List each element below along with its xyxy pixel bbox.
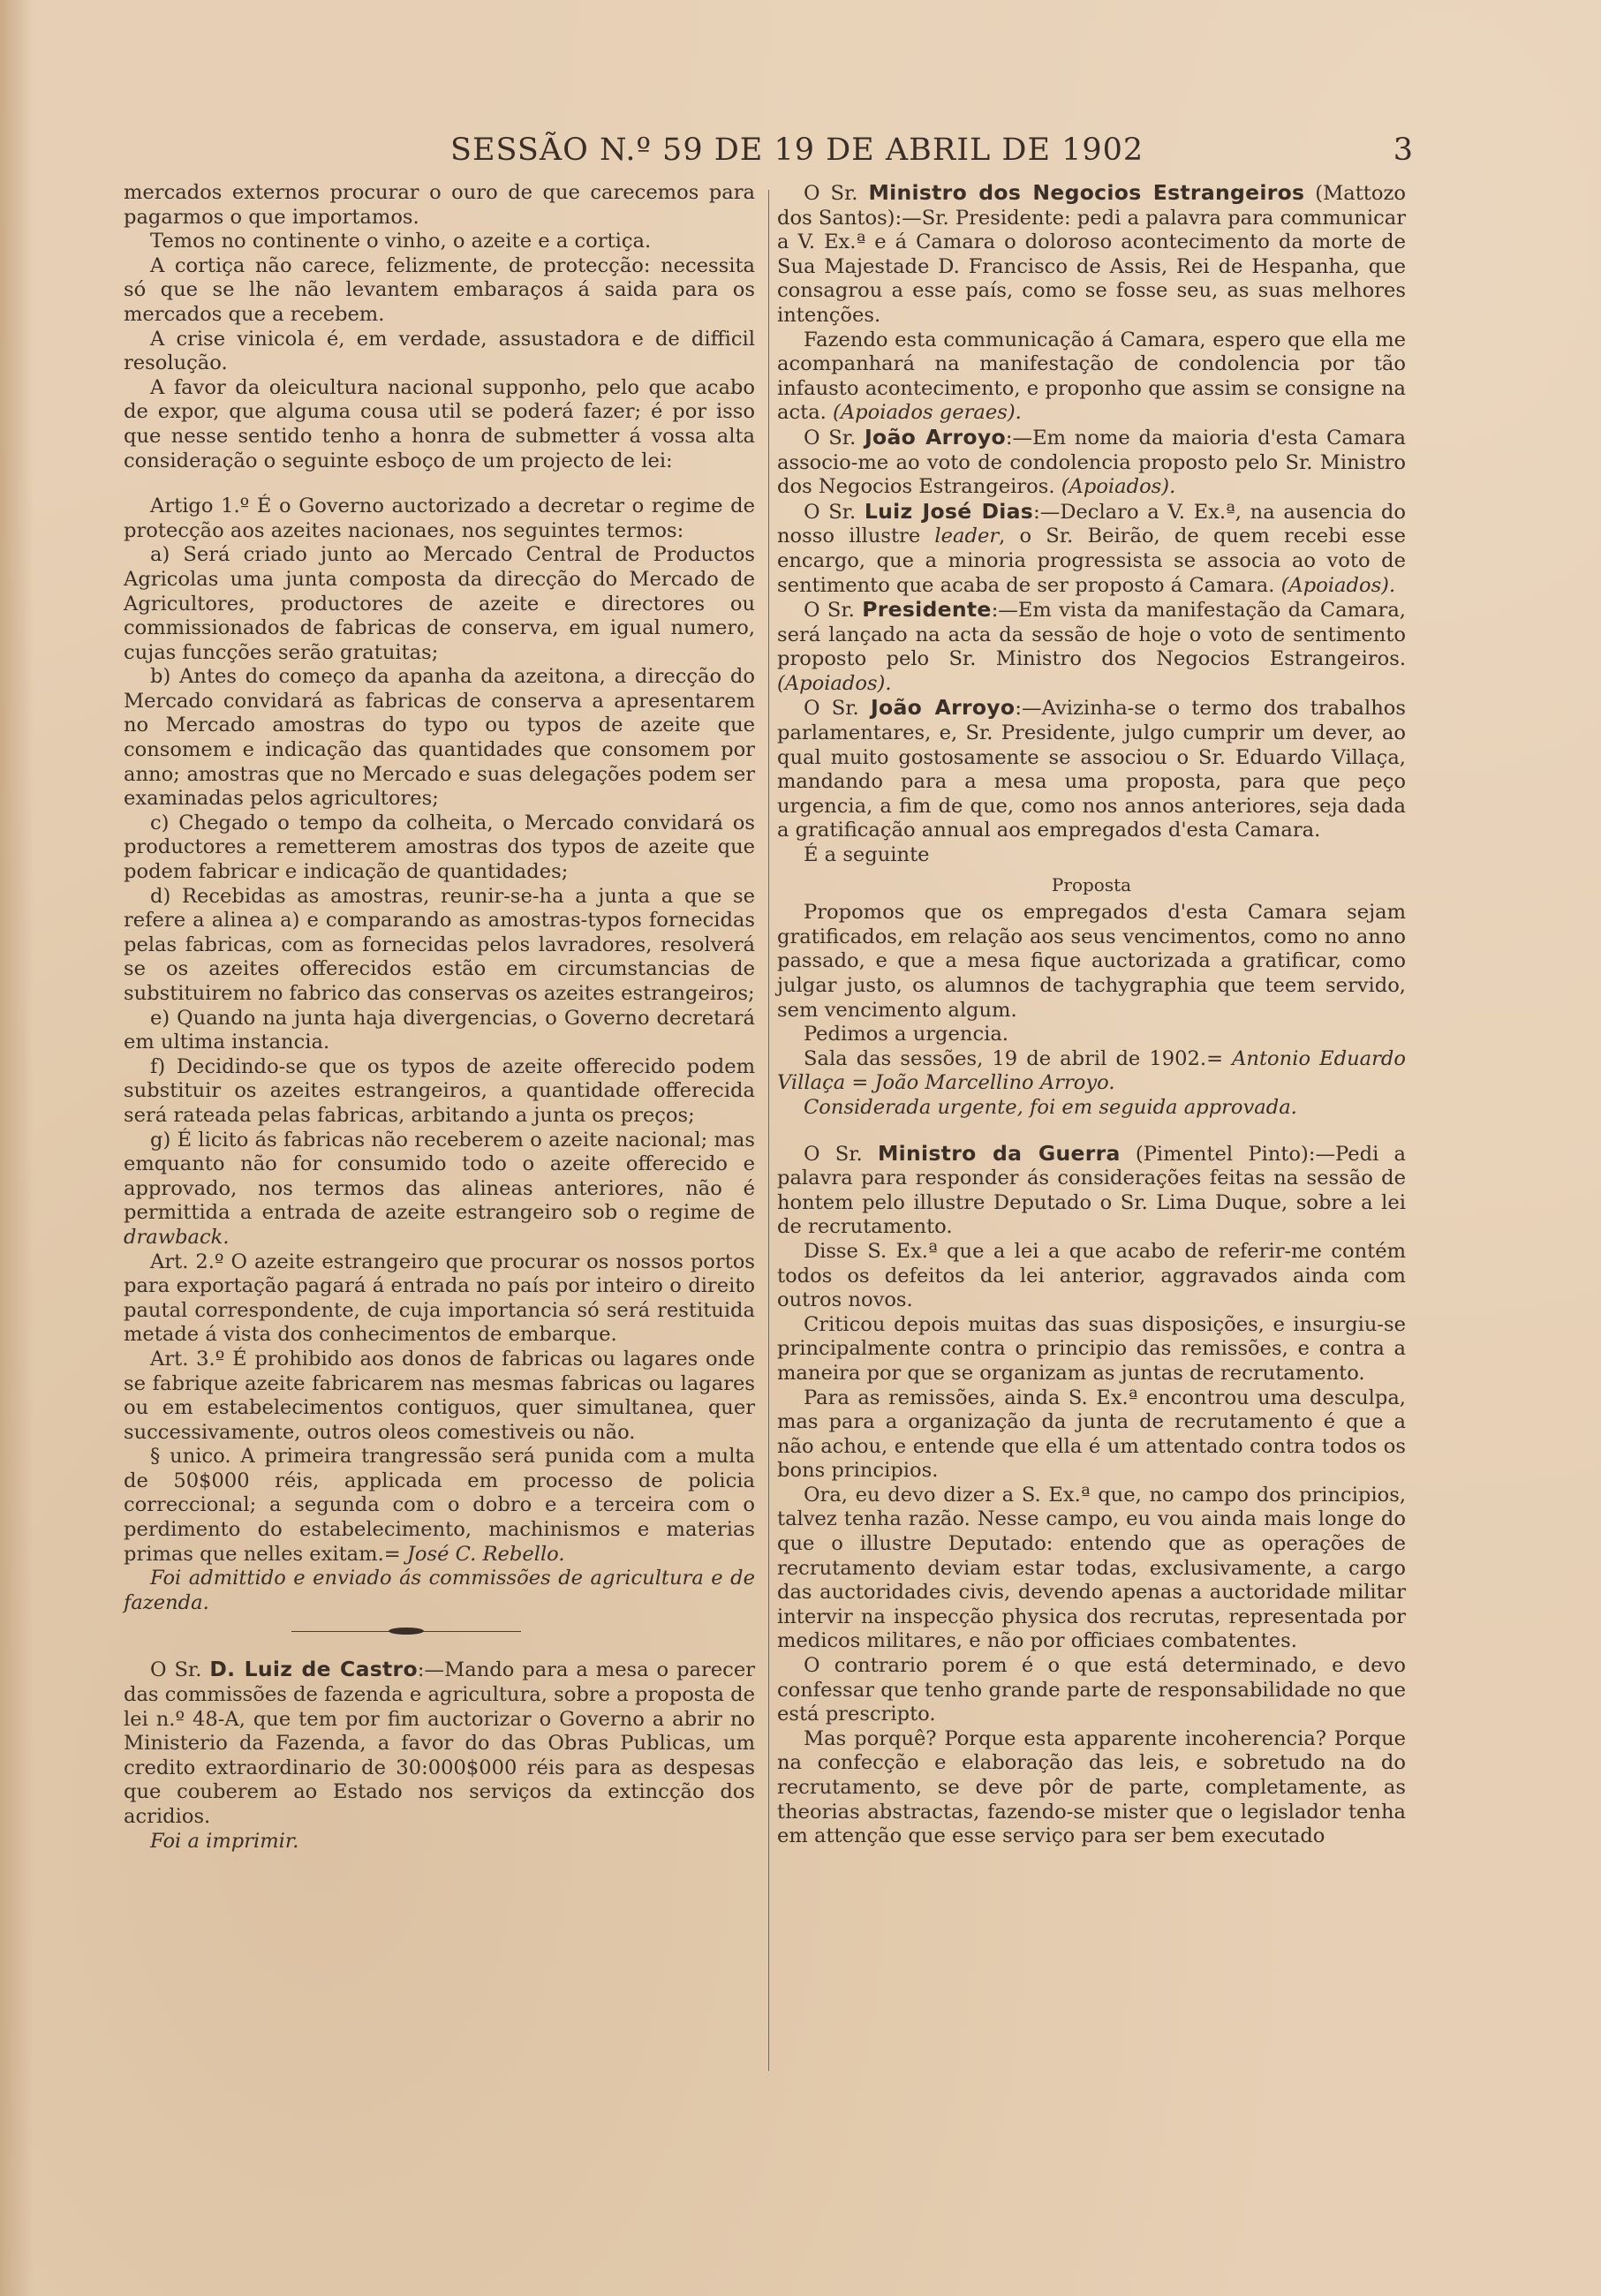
proposta-heading: Proposta bbox=[1051, 873, 1132, 895]
paragraph: O contrario porem é o que está determinado, e devo confessar que tenho grande parte de responsabilidade no que está prescripto. bbox=[777, 1654, 1406, 1726]
alinea-c: c) Chegado o tempo da colheita, o Mercado convidará os productores a remetterem amostras dos typos de azeite que podem fabricar e indicação de quantidades; bbox=[124, 811, 755, 884]
page-number: 3 bbox=[1393, 132, 1413, 168]
proposta-text: Propomos que os empregados d'esta Camara sejam gratificados, em relação aos seus vencimentos, como no anno passado, e que a mesa fique auctorizada a gratificar, como julgar justo, os alumnos de tachygraphia que teem servido, sem vencimento algum. bbox=[777, 901, 1406, 1022]
speech-text: :—Declaro a V. Ex.ª, na ausencia do nosso illustre bbox=[777, 500, 1406, 548]
reaction: (Apoiados geraes). bbox=[833, 401, 1022, 425]
speaker-name: Ministro dos Negocios Estrangeiros bbox=[868, 180, 1305, 205]
speaker-prefix: O Sr. bbox=[804, 697, 871, 721]
paragraph: Temos no continente o vinho, o azeite e a cortiça. bbox=[150, 230, 652, 253]
speaker-prefix: O Sr. bbox=[804, 599, 863, 623]
alinea-b: b) Antes do começo da apanha da azeitona, a direcção do Mercado convidará as fabricas de conserva a apresentarem no Mercado amostras do typo ou typos de azeite que consomem e indicação das quantidades que consomem por anno; amostras que no Mercado e suas delegações podem ser examinadas pelos agricultores; bbox=[124, 665, 755, 811]
resolution-note: Considerada urgente, foi em seguida approvada. bbox=[804, 1095, 1297, 1119]
left-column bbox=[124, 181, 755, 1854]
speech-text: :—Mando para a mesa o parecer das commissões de fazenda e agricultura, sobre a proposta de lei n.º 48-A, que tem por fim auctorizar o Governo a abrir no Ministerio da Fazenda, a favor do das Obras Publicas, um credito extraordinario de 30:000$000 réis para as despesas que couberem ao Estado nos serviços da extincção dos acridios. bbox=[124, 1658, 755, 1828]
speaker-name: Presidente bbox=[862, 597, 992, 623]
speech-text: , o Sr. Beirão, de quem recebi esse encargo, que a minoria progressista se associa ao voto de sentimento que acaba de ser proposto á Camara. bbox=[777, 525, 1406, 597]
article-3: Art. 3.º É prohibido aos donos de fabricas ou lagares onde se fabrique azeite fabricarem nas mesmas fabricas ou lagares ou em estabelecimentos contiguos, quer simultanea, quer successivamente, outros oleos comestiveis ou não. bbox=[124, 1347, 755, 1444]
paragraph: mercados externos procurar o ouro de que carecemos para pagarmos o que importamos. bbox=[124, 181, 755, 229]
speech-text: :—Avizinha-se o termo dos trabalhos parlamentares, e, Sr. Presidente, julgo cumprir um dever, ao qual muito gostosamente se associou o Sr. Eduardo Villaça, mandando para a mesa uma proposta, para que peço urgencia, a fim de que, como nos annos anteriores, seja dada a gratificação annual aos empregados d'esta Camara. bbox=[777, 697, 1406, 842]
alinea-g bbox=[124, 1129, 755, 1250]
speech-luiz-de-castro bbox=[124, 1658, 755, 1829]
speech-text: :—Em nome da maioria d'esta Camara associo-me ao voto de condolencia proposto pelo Sr. Ministro dos Negocios Estrangeiros. bbox=[777, 426, 1406, 499]
speech-text: Fazendo esta communicação á Camara, espero que ella me acompanhará na manifestação de condolencia por tão infausto acontecimento, e proponho que assim se consigne na acta. bbox=[777, 328, 1406, 425]
reaction: (Apoiados). bbox=[777, 671, 892, 695]
paragraph: Para as remissões, ainda S. Ex.ª encontrou uma desculpa, mas para a organização da junta de recrutamento é que a não achou, e entende que ella é um attentado contra todos os bons principios. bbox=[777, 1386, 1406, 1483]
alinea-d: d) Recebidas as amostras, reunir-se-ha a junta a que se refere a alinea a) e comparando as amostras-typos fornecidas pelas fabricas, com as fornecidas pelos lavradores, resolverá se os azeites offerecidos estão em circumstancias de substituirem no fabrico das conservas os azeites estrangeiros; bbox=[124, 884, 755, 1005]
column-divider bbox=[768, 190, 769, 2071]
speech-text: (Mattozo dos Santos):—Sr. Presidente: pedi a palavra para communicar a V. Ex.ª e á Camara o doloroso acontecimento da morte de Sua Majestade D. Francisco de Assis, Rei de Hespanha, que consagrou a esse país, como se fosse seu, as suas melhores intenções. bbox=[777, 182, 1406, 327]
signatures: = Antonio Eduardo Villaça = João Marcellino Arroyo. bbox=[777, 1046, 1406, 1095]
paragraph: Pedimos a urgencia. bbox=[804, 1023, 1008, 1046]
right-column bbox=[777, 181, 1406, 1849]
speech-presidente bbox=[777, 598, 1406, 696]
speaker-name: João Arroyo bbox=[865, 424, 1006, 449]
resolution-note: Foi admittido e enviado ás commissões de agricultura e de fazenda. bbox=[124, 1567, 755, 1614]
speech-text: :—Em vista da manifestação da Camara, será lançado na acta da sessão de hoje o voto de sentimento proposto pelo Sr. Ministro dos Negocios Estrangeiros. bbox=[777, 599, 1406, 671]
speaker-name: D. Luiz de Castro bbox=[209, 1657, 418, 1682]
alinea-a: a) Será criado junto ao Mercado Central de Productos Agricolas uma junta composta da direcção do Mercado de Agricultores, productores de azeite e directores ou commissionados de fabricas de conserva, em igual numero, cujas funcções serão gratuitas; bbox=[124, 543, 755, 664]
paragraph-unico bbox=[124, 1445, 755, 1567]
paragraph: Ora, eu devo dizer a S. Ex.ª que, no campo dos principios, talvez tenha razão. Nesse campo, eu vou ainda mais longe do que o illustre Deputado: entendo que as operações de recrutamento deviam estar todas, exclusivamente, a cargo das auctoridades civis, devendo apenas a auctoridade militar intervir na inspecção physica dos recrutas, representada por medicos militares, e não por officiaes combatentes. bbox=[777, 1483, 1406, 1653]
speech-text: (Pimentel Pinto):—Pedi a palavra para responder ás considerações feitas na sessão de hontem pelo illustre Deputado o Sr. Lima Duque, sobre a lei de recrutamento. bbox=[777, 1142, 1406, 1239]
reaction: (Apoiados). bbox=[1280, 573, 1396, 597]
paragraph: Disse S. Ex.ª que a lei a que acabo de referir-me contém todos os defeitos da lei anterior, aggravados ainda com outros novos. bbox=[777, 1239, 1406, 1312]
speaker-name: Ministro da Guerra bbox=[877, 1140, 1121, 1166]
speech-joao-arroyo bbox=[777, 426, 1406, 500]
page-edge-shadow bbox=[0, 0, 34, 2296]
paragraph: A favor da oleicultura nacional supponho, pelo que acabo de expor, que alguma cousa util se poderá fazer; é por isso que nesse sentido tenho a honra de submetter á vossa alta consideração o seguinte esboço de um projecto de lei: bbox=[124, 375, 755, 472]
session-title: SESSÃO N.º 59 DE 19 DE ABRIL DE 1902 bbox=[450, 132, 1144, 168]
speaker-prefix: O Sr. bbox=[804, 500, 865, 524]
reaction: (Apoiados). bbox=[1061, 475, 1176, 499]
paragraph: É a seguinte bbox=[804, 843, 930, 867]
paragraph: Criticou depois muitas das suas disposições, e insurgiu-se principalmente contra o principio das remissões, e contra a maneira por que se organizam as juntas de recrutamento. bbox=[777, 1312, 1406, 1385]
speaker-prefix: O Sr. bbox=[150, 1658, 210, 1682]
alinea-g-text: g) É licito ás fabricas não receberem o azeite nacional; mas emquanto não for consumido todo o azeite offerecido e approvado, nos termos das alineas anteriores, não é permittida a entrada de azeite estrangeiro sob o regime de bbox=[124, 1128, 755, 1225]
speaker-name: João Arroyo bbox=[870, 695, 1016, 721]
paragraph bbox=[777, 329, 1406, 426]
article-2: Art. 2.º O azeite estrangeiro que procurar os nossos portos para exportação pagará á entrada no país por inteiro o direito pautal correspondente, de cuja importancia só será restituida metade á vista dos conhecimentos de embarque. bbox=[124, 1250, 755, 1347]
speaker-name: Luiz José Dias bbox=[864, 498, 1034, 524]
signature: = José C. Rebello. bbox=[383, 1542, 565, 1566]
section-separator bbox=[124, 1619, 755, 1643]
speech-ministro-guerra bbox=[777, 1142, 1406, 1240]
paragraph: Mas porquê? Porque esta apparente incoherencia? Porque na confecção e elaboração das leis, e sobretudo na do recrutamento, se deve pôr de parte, completamente, as theorias abstractas, fazendo-se mister que o legislador tenha em attenção que esse serviço para ser bem executado bbox=[777, 1726, 1406, 1848]
speech-joao-arroyo-2 bbox=[777, 696, 1406, 843]
alinea-e: e) Quando na junta haja divergencias, o Governo decretará em ultima instancia. bbox=[124, 1006, 755, 1054]
speaker-prefix: O Sr. bbox=[804, 182, 869, 205]
separator-ornament bbox=[389, 1628, 424, 1635]
alinea-f: f) Decidindo-se que os typos de azeite offerecido podem substituir os azeites estrangeiros, a quantidade offerecida será rateada pelas fabricas, arbitando a junta os preços; bbox=[124, 1054, 755, 1127]
resolution-note: Foi a imprimir. bbox=[150, 1829, 299, 1853]
speaker-prefix: O Sr. bbox=[804, 1142, 878, 1166]
article-1: Artigo 1.º É o Governo auctorizado a decretar o regime de protecção aos azeites nacionaes, nos seguintes termos: bbox=[124, 495, 755, 542]
leader-term: leader bbox=[934, 525, 1000, 548]
paragraph: A cortiça não carece, felizmente, de protecção: necessita só que se lhe não levantem embaraços á saida para os mercados que a recebem. bbox=[124, 253, 755, 326]
speaker-prefix: O Sr. bbox=[804, 426, 865, 449]
speech-luiz-jose-dias bbox=[777, 500, 1406, 598]
paragraph: A crise vinicola é, em verdade, assustadora e de difficil resolução. bbox=[124, 327, 755, 375]
signature-date: Sala das sessões, 19 de abril de 1902. bbox=[804, 1046, 1207, 1070]
unico-text: § unico. A primeira trangressão será punida com a multa de 50$000 réis, applicada em processo de policia correccional; a segunda com o dobro e a terceira com o perdimento do estabelecimento, machinismos e materias primas que nelles exitam. bbox=[124, 1445, 755, 1566]
speech-ministro-estrangeiros bbox=[777, 181, 1406, 329]
page-header bbox=[124, 132, 1413, 177]
drawback-term: drawback. bbox=[124, 1225, 230, 1249]
signature-line bbox=[777, 1047, 1406, 1096]
